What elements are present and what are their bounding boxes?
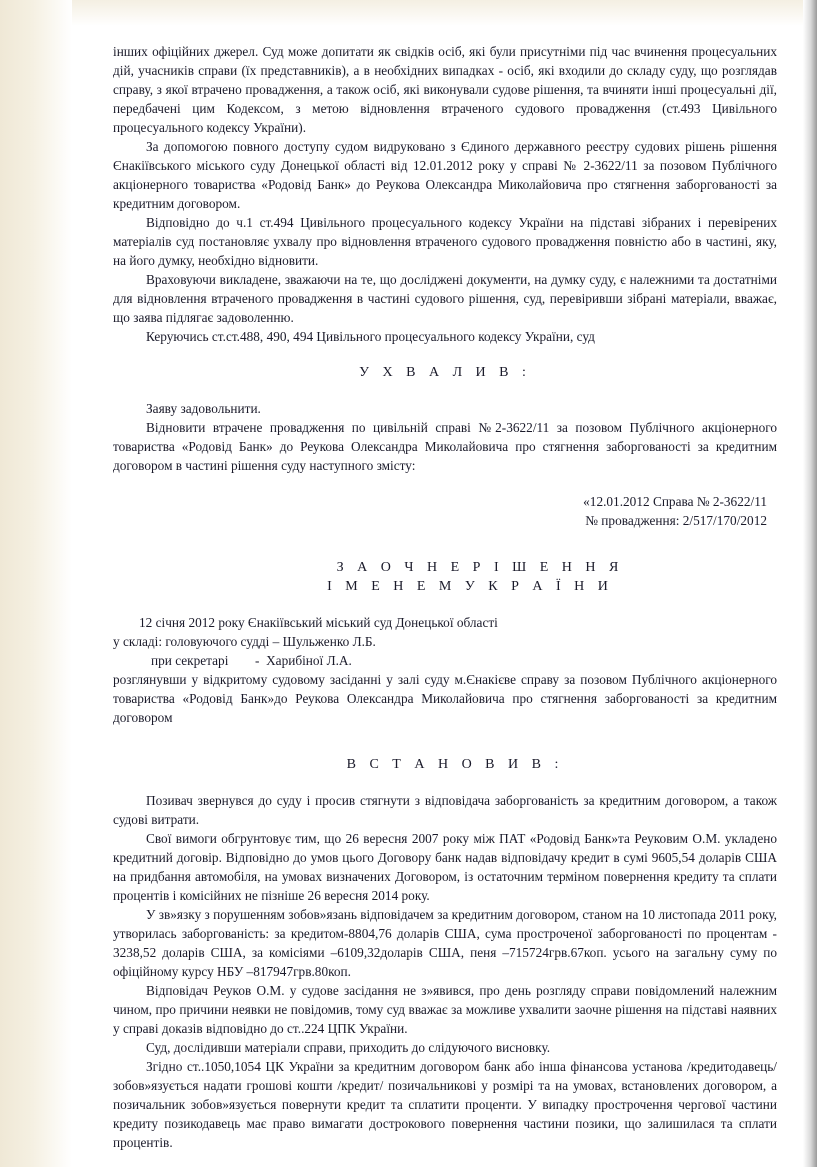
paragraph-debt: У зв»язку з порушенням зобов»язань відповідачем за кредитним договором, станом на 10 листопада 2011 року, утворилась заборгованість: за кредитом-8804,76 доларів США, сума простроченої заборгованості по процентам - 3238,52 доларів США, за комісіями –6109,32доларів США, пеня –715724грв.67коп. усього на загальну суму по офіційному курсу НБУ –817947грв.80коп. xyxy=(113,907,777,979)
panel-line: у складі: головуючого судді – Шульженко Л.Б. xyxy=(113,634,376,649)
paragraph-intro-3: Відповідно до ч.1 ст.494 Цивільного процесуального кодексу України на підставі зібраних і перевірених матеріалів суд постановляє ухвалу про відновлення втраченого судового провадження повністю або в частині, яку, на його думку, необхідно відновити. xyxy=(113,215,777,268)
paragraph-intro-1: інших офіційних джерел. Суд може допитати як свідків осіб, які були присутніми під час вчинення процесуальних дій, учасників справи (їх представників), а в необхідних випадках - осіб, які входили до складу суду, що розглядав справу, з якої втрачено провадження, а також осіб, які виконували судове рішення, та вчиняти інші процесуальні дії, передбачені цим Кодексом, з метою відновлення втраченого судового провадження (ст.493 Цивільного процесуального кодексу України). xyxy=(113,44,777,135)
heading-ukhvalyv: У Х В А Л И В : xyxy=(359,365,531,380)
heading-vstanovyv: В С Т А Н О В И В : xyxy=(346,757,564,772)
scan-edge-right xyxy=(803,0,817,1167)
secretary-line: при секретарі - Харибіної Л.А. xyxy=(151,653,352,668)
scan-shadow-left xyxy=(0,0,72,1167)
paragraph-intro-2: За допомогою повного доступу судом видруковано з Єдиного державного реєстру судових рішень рішення Єнакіївського міського суду Донецької області від 12.01.2012 року у справі № 2-3622/11 за позовом Публічного акціонерного товариства «Родовід Банк» до Реукова Олександра Миколайовича про стягнення заборгованості за кредитним договором. xyxy=(113,139,777,211)
proceeding-number: № провадження: 2/517/170/2012 xyxy=(585,513,767,528)
paragraph-civil-code: Згідно ст..1050,1054 ЦК України за кредитним договором банк або інша фінансова установа /кредитодавець/ зобов»язується надати грошові кошти /кредит/ позичальникові у розмірі та на умовах, встановлених договором, а позичальник зобов»язується повернути кредит та сплатити проценти. У випадку прострочення чергової частини кредиту позикодавець має право вимагати дострокового повернення частини позики, що залишилася та сплати процентів. xyxy=(113,1059,777,1150)
paragraph-satisfy-claim: Заяву задовольнити. xyxy=(146,401,261,416)
paragraph-considered: розглянувши у відкритому судовому засіданні у залі суду м.Єнакієве справу за позовом Публічного акціонерного товариства «Родовід Банк»до Реукова Олександра Миколайовича про стягнення заборгованості за кредитним договором xyxy=(113,672,777,725)
paragraph-grounds: Свої вимоги обгрунтовує тим, що 26 вересня 2007 року між ПАТ «Родовід Банк»та Реуковим О.М. укладено кредитний договір. Відповідно до умов цього Договору банк надав відповідачу кредит в сумі 9605,54 доларів США на придбання автомобіля, на умовах визначених Договором, із остаточним терміном повернення кредиту та сплати процентів і комісійних не пізніше 26 вересня 2014 року. xyxy=(113,831,777,903)
paragraph-claim: Позивач звернувся до суду і просив стягнути з відповідача заборгованість за кредитним договором, а також судові витрати. xyxy=(113,793,777,827)
court-line: 12 січня 2012 року Єнакіївський міський суд Донецької області xyxy=(139,615,498,630)
case-reference-number: «12.01.2012 Справа № 2-3622/11 xyxy=(583,494,767,509)
document-page xyxy=(113,42,777,1152)
paragraph-restore-proceedings: Відновити втрачене провадження по цивільній справі №2-3622/11 за позовом Публічного акціонерного товариства «Родовід Банк» до Реукова Олександра Миколайовича про стягнення заборгованості за кредитним договором в частині рішення суду наступного змісту: xyxy=(113,420,777,473)
paragraph-defendant-absent: Відповідач Реуков О.М. у судове засідання не з»явився, про день розгляду справи повідомлений належним чином, про причини неявки не повідомив, тому суд вважає за можливе ухвалити заочне рішення на підставі наявних у справі доказів відповідно до ст..224 ЦПК України. xyxy=(113,983,777,1036)
decision-title: З А О Ч Н Е Р І Ш Е Н Н Я xyxy=(336,560,624,575)
scan-shadow-top xyxy=(0,0,817,26)
paragraph-intro-4: Враховуючи викладене, зважаючи на те, що досліджені документи, на думку суду, є належними та достатніми для відновлення втраченого провадження в частині судового рішення, суд, перевіривши зібрані матеріали, вважає, що заява підлягає задоволенню. xyxy=(113,272,777,325)
paragraph-conclusion: Суд, дослідивши матеріали справи, приходить до слідуючого висновку. xyxy=(146,1040,551,1055)
paragraph-intro-5: Керуючись ст.ст.488, 490, 494 Цивільного процесуального кодексу України, суд xyxy=(146,329,595,344)
decision-subtitle: І М Е Н Е М У К Р А Ї Н И xyxy=(327,579,613,594)
